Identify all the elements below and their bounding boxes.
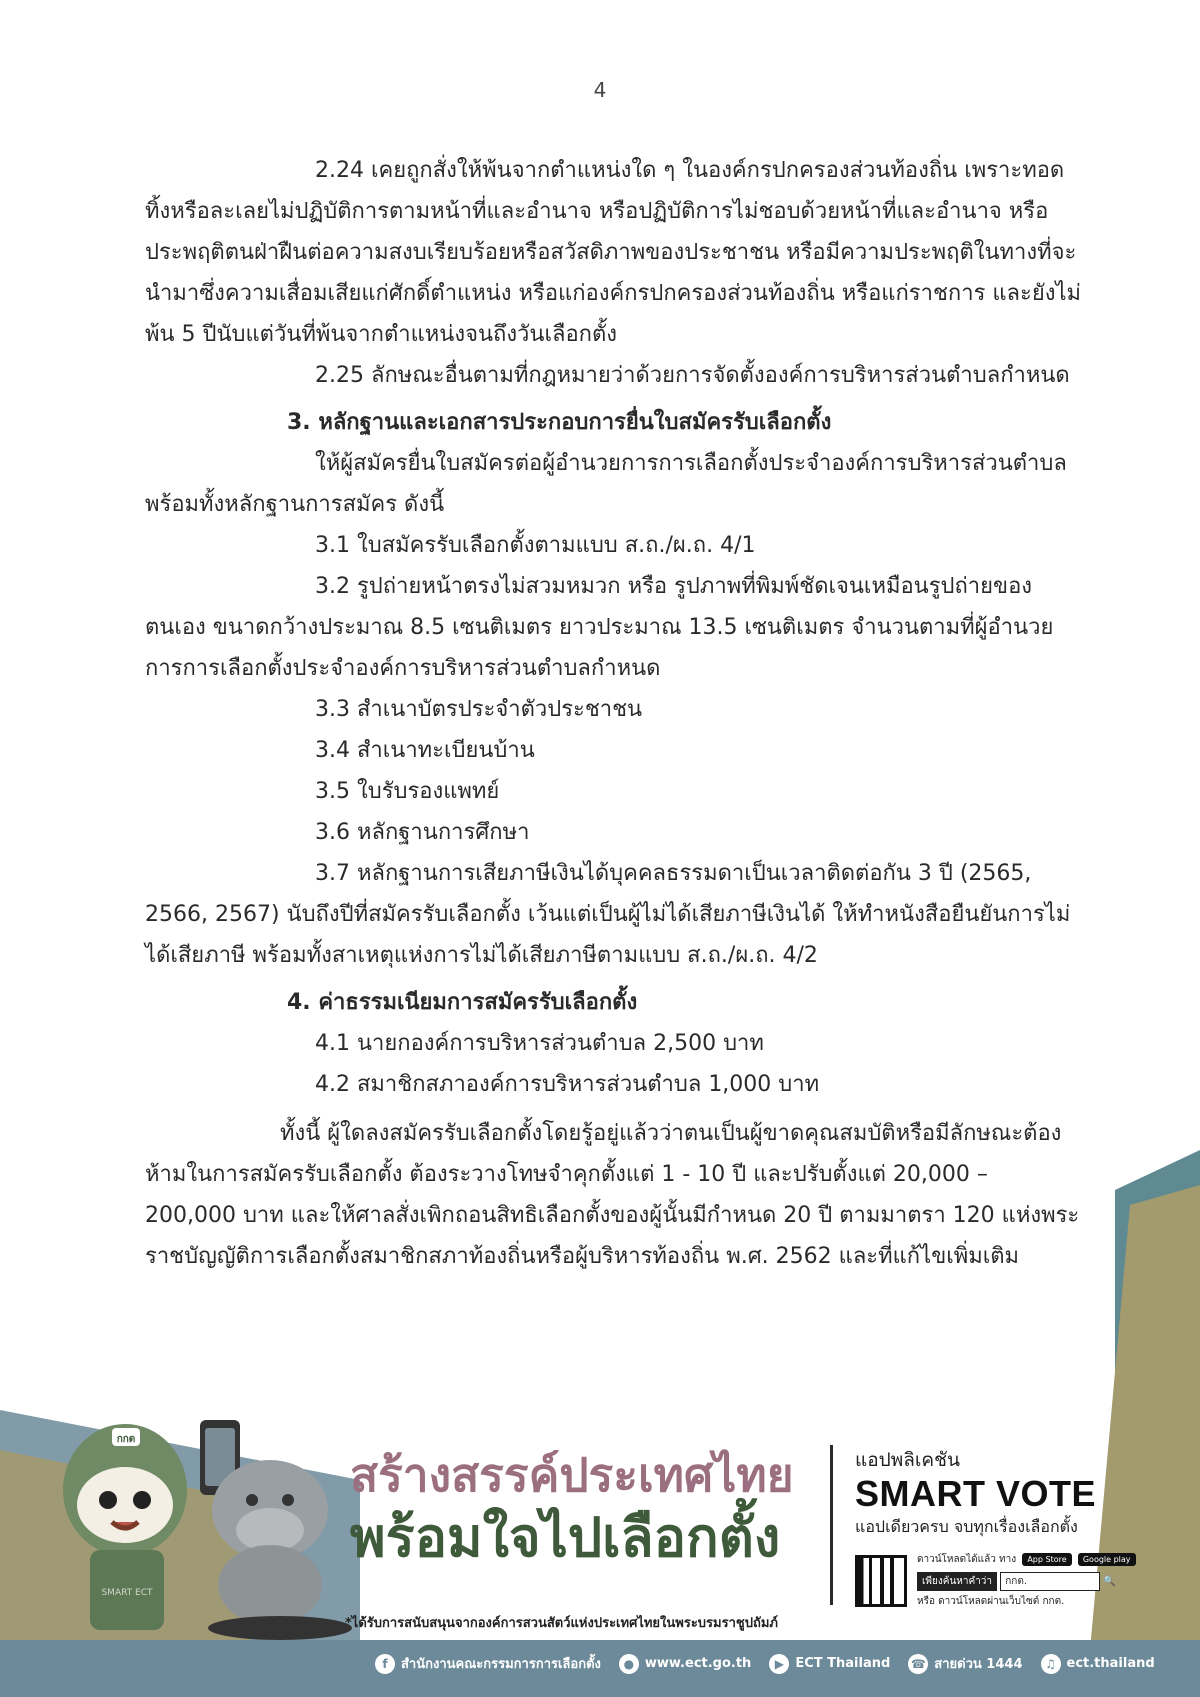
banner-divider: [830, 1445, 833, 1605]
tiktok-label: ect.thailand: [1066, 1656, 1155, 1671]
sponsor-note: *ได้รับการสนับสนุนจากองค์การสวนสัตว์แห่งประเทศไทยในพระบรมราชูปถัมภ์: [345, 1616, 778, 1631]
footer-contacts: [375, 1653, 1155, 1674]
youtube-label: ECT Thailand: [795, 1656, 891, 1671]
download-row: [917, 1552, 1136, 1567]
paragraph-3-intro: ให้ผู้สมัครยื่นใบสมัครต่อผู้อำนวยการการเลือกตั้งประจำองค์การบริหารส่วนตำบล พร้อมทั้งหลักฐานการสมัคร ดังนี้: [145, 451, 1067, 517]
app-name: SMART VOTE: [855, 1473, 1097, 1514]
google-play-badge[interactable]: Google play: [1078, 1553, 1136, 1566]
list-item-3-3: 3.3 สำเนาบัตรประจำตัวประชาชน: [315, 697, 643, 722]
campaign-slogan: [350, 1445, 820, 1571]
facebook-icon: f: [375, 1654, 395, 1674]
list-item-3-5: 3.5 ใบรับรองแพทย์: [315, 779, 500, 804]
footer-tiktok[interactable]: [1041, 1654, 1155, 1674]
search-box: กกต.: [1000, 1572, 1100, 1591]
paragraph-penalty: ทั้งนี้ ผู้ใดลงสมัครรับเลือกตั้งโดยรู้อยู่แล้วว่าตนเป็นผู้ขาดคุณสมบัติหรือมีลักษณะต้องห้ามในการสมัครรับเลือกตั้ง ต้องระวางโทษจำคุกตั้งแต่ 1 - 10 ปี และปรับตั้งแต่ 20,000 – 200,000 บาท และให้ศาลสั่งเพิกถอนสิทธิเลือกตั้งของผู้นั้นมีกำหนด 20 ปี ตามมาตรา 120 แห่งพระราชบัญญัติการเลือกตั้งสมาชิกสภาท้องถิ่นหรือผู้บริหารท้องถิ่น พ.ศ. 2562 และที่แก้ไขเพิ่มเติม: [145, 1121, 1080, 1269]
hotline-label: สายด่วน 1444: [934, 1657, 1023, 1672]
slogan-line-2: พร้อมใจไปเลือกตั้ง: [350, 1508, 781, 1568]
search-icon: 🔍: [1103, 1576, 1116, 1587]
search-row: [917, 1572, 1116, 1591]
paragraph-2-25: 2.25 ลักษณะอื่นตามที่กฎหมายว่าด้วยการจัดตั้งองค์การบริหารส่วนตำบลกำหนด: [315, 363, 1070, 388]
qr-code[interactable]: [855, 1555, 907, 1607]
page-number: 4: [593, 78, 607, 102]
list-item-4-1: 4.1 นายกองค์การบริหารส่วนตำบล 2,500 บาท: [315, 1031, 764, 1056]
app-label: แอปพลิเคชัน: [855, 1449, 960, 1471]
document-body: [145, 150, 1085, 1277]
footer-hotline[interactable]: [908, 1653, 1022, 1674]
section-heading-3: 3. หลักฐานและเอกสารประกอบการยื่นใบสมัครรับเลือกตั้ง: [287, 410, 832, 435]
mascot-badge: กกต: [116, 1434, 136, 1445]
search-label: เพียงค้นหาคำว่า: [917, 1572, 997, 1591]
phone-icon: ☎: [908, 1654, 928, 1674]
list-item-3-4: 3.4 สำเนาทะเบียนบ้าน: [315, 738, 535, 763]
list-item-3-7: 3.7 หลักฐานการเสียภาษีเงินได้บุคคลธรรมดาเป็นเวลาติดต่อกัน 3 ปี (2565, 2566, 2567) นับถึงปีที่สมัครรับเลือกตั้ง เว้นแต่เป็นผู้ไม่ได้เสียภาษีเงินได้ ให้ทำหนังสือยืนยันการไม่ได้เสียภาษี พร้อมทั้งสาเหตุแห่งการไม่ได้เสียภาษีตามแบบ ส.ถ./ผ.ถ. 4/2: [145, 861, 1071, 968]
app-tagline: แอปเดียวครบ จบทุกเรื่องเลือกตั้ง: [855, 1517, 1078, 1536]
list-item-3-6: 3.6 หลักฐานการศึกษา: [315, 820, 530, 845]
app-promo: [855, 1447, 1155, 1539]
globe-icon: ●: [619, 1654, 639, 1674]
website-label: www.ect.go.th: [644, 1656, 752, 1671]
section-heading-4: 4. ค่าธรรมเนียมการสมัครรับเลือกตั้ง: [287, 990, 638, 1015]
footer-website[interactable]: [619, 1654, 751, 1674]
facebook-label: สำนักงานคณะกรรมการการเลือกตั้ง: [401, 1657, 601, 1672]
paragraph-2-24: 2.24 เคยถูกสั่งให้พ้นจากตำแหน่งใด ๆ ในองค์กรปกครองส่วนท้องถิ่น เพราะทอดทิ้งหรือละเลยไม่ปฏิบัติการตามหน้าที่และอำนาจ หรือปฏิบัติการไม่ชอบด้วยหน้าที่และอำนาจ หรือประพฤติตนฝ่าฝืนต่อความสงบเรียบร้อยหรือสวัสดิภาพของประชาชน หรือมีความประพฤติในทางที่จะนำมาซึ่งความเสื่อมเสียแก่ศักดิ์ตำแหน่ง หรือแก่องค์กรปกครองส่วนท้องถิ่น หรือแก่ราชการ และยังไม่พ้น 5 ปีนับแต่วันที่พ้นจากตำแหน่งจนถึงวันเลือกตั้ง: [145, 158, 1082, 347]
list-item-3-2: 3.2 รูปถ่ายหน้าตรงไม่สวมหมวก หรือ รูปภาพที่พิมพ์ชัดเจนเหมือนรูปถ่ายของตนเอง ขนาดกว้างประมาณ 8.5 เซนติเมตร ยาวประมาณ 13.5 เซนติเมตร จำนวนตามที่ผู้อำนวยการการเลือกตั้งประจำองค์การบริหารส่วนตำบลกำหนด: [145, 574, 1054, 681]
footer-facebook[interactable]: [375, 1653, 601, 1674]
website-download-text: หรือ ดาวน์โหลดผ่านเว็บไซต์ กกต.: [917, 1596, 1065, 1607]
tiktok-icon: ♫: [1041, 1654, 1061, 1674]
list-item-4-2: 4.2 สมาชิกสภาองค์การบริหารส่วนตำบล 1,000 บาท: [315, 1072, 820, 1097]
mascot-illustration: [30, 1400, 370, 1640]
download-text: ดาวน์โหลดได้แล้ว ทาง: [917, 1554, 1017, 1565]
slogan-line-1: สร้างสรรค์ประเทศไทย: [350, 1449, 794, 1501]
list-item-3-1: 3.1 ใบสมัครรับเลือกตั้งตามแบบ ส.ถ./ผ.ถ. 4/1: [315, 533, 756, 558]
mascot-shirt-label: SMART ECT: [101, 1588, 153, 1598]
app-store-badge[interactable]: App Store: [1022, 1553, 1071, 1566]
youtube-icon: ▶: [769, 1654, 789, 1674]
footer-youtube[interactable]: [769, 1654, 890, 1674]
